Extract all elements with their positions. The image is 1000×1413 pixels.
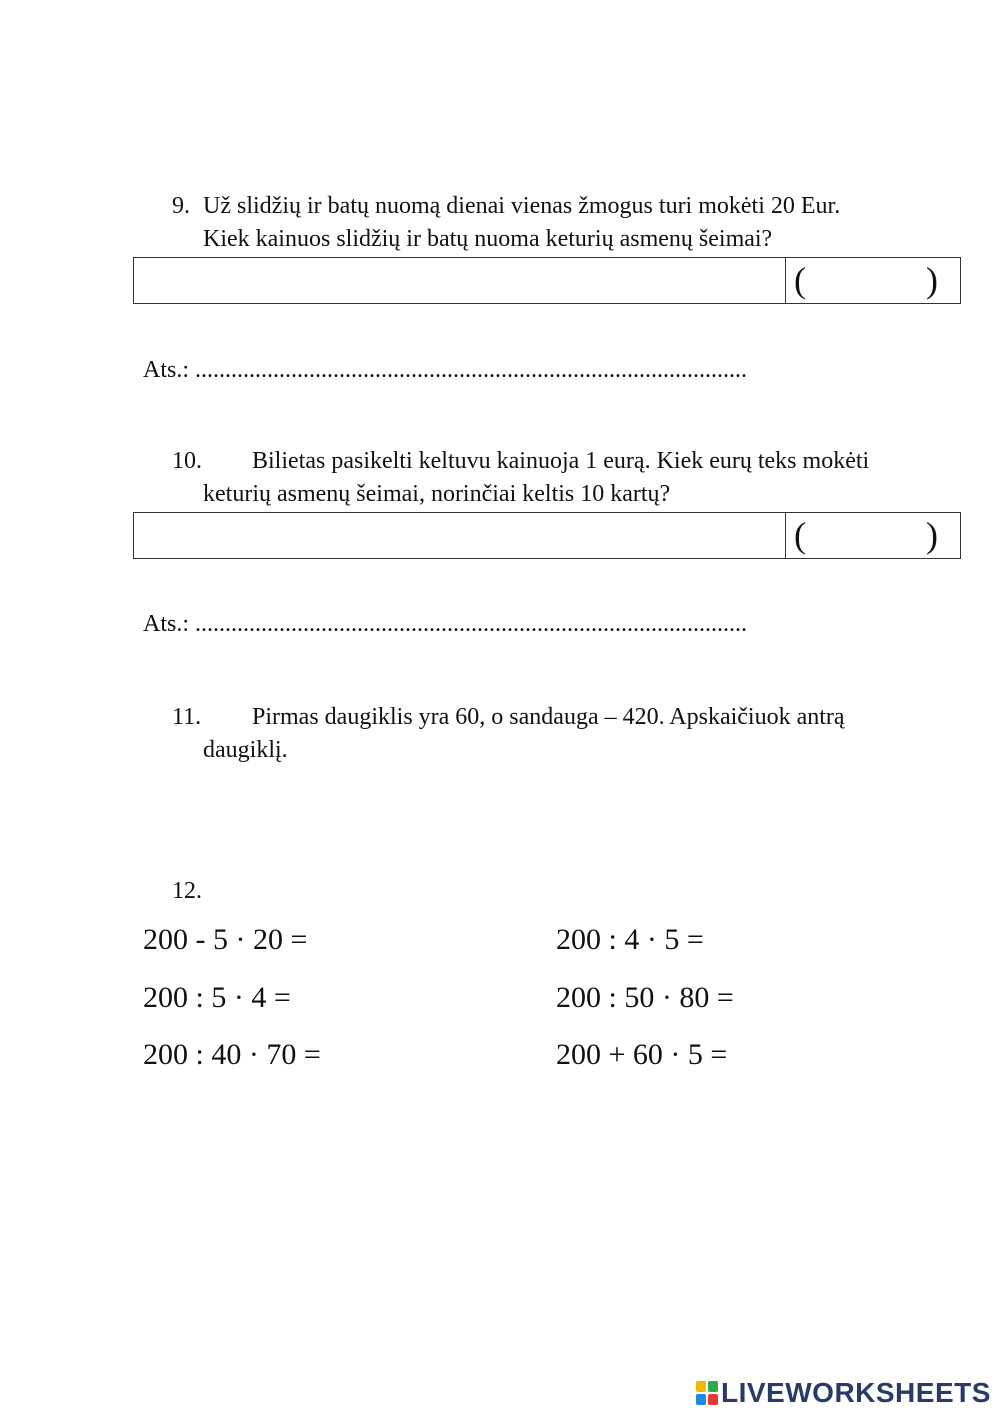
expression-left-3: 200 : 40 · 70 = [143, 1038, 321, 1071]
question-10-text-line2: keturių asmenų šeimai, norinčiai keltis 10 kartų? [203, 481, 671, 507]
question-10-text-line1: Bilietas pasikelti keltuvu kainuoja 1 eurą. Kiek eurų teks mokėti [252, 448, 870, 474]
question-11-text-line2: daugiklį. [203, 737, 288, 763]
expression-left-2: 200 : 5 · 4 = [143, 981, 291, 1014]
question-9-solution-cell[interactable] [134, 258, 786, 303]
question-10-work-box [133, 512, 961, 559]
question-9-text-line1: Už slidžių ir batų nuomą dienai vienas žmogus turi mokėti 20 Eur. [203, 193, 841, 219]
score-paren-open: ( [794, 260, 806, 300]
liveworksheets-wordmark: LIVEWORKSHEETS [721, 1377, 991, 1408]
question-10-solution-cell[interactable] [134, 513, 786, 558]
question-9-text-line2: Kiek kainuos slidžių ir batų nuoma keturių asmenų šeimai? [203, 226, 773, 252]
score-paren-close: ) [926, 515, 938, 555]
question-10-answer-line[interactable]: Ats.: ............................................................................................ [143, 611, 748, 637]
liveworksheets-mark-icon [696, 1381, 718, 1405]
liveworksheets-logo [696, 1376, 991, 1410]
expression-left-1: 200 - 5 · 20 = [143, 923, 308, 956]
question-9-answer-line[interactable]: Ats.: ............................................................................................ [143, 357, 748, 383]
question-9-work-box [133, 257, 961, 304]
question-11-number: 11. [172, 704, 202, 730]
exercise-12-number: 12. [172, 878, 202, 904]
question-11-text-line1: Pirmas daugiklis yra 60, o sandauga – 420. Apskaičiuok antrą [252, 704, 845, 730]
expression-right-3: 200 + 60 · 5 = [556, 1038, 728, 1071]
score-paren-open: ( [794, 515, 806, 555]
question-10-score-cell[interactable] [786, 513, 960, 558]
question-9-number: 9. [172, 193, 190, 219]
expression-right-1: 200 : 4 · 5 = [556, 923, 704, 956]
score-paren-close: ) [926, 260, 938, 300]
question-10-number: 10. [172, 448, 202, 474]
expression-right-2: 200 : 50 · 80 = [556, 981, 734, 1014]
question-9-score-cell[interactable] [786, 258, 960, 303]
